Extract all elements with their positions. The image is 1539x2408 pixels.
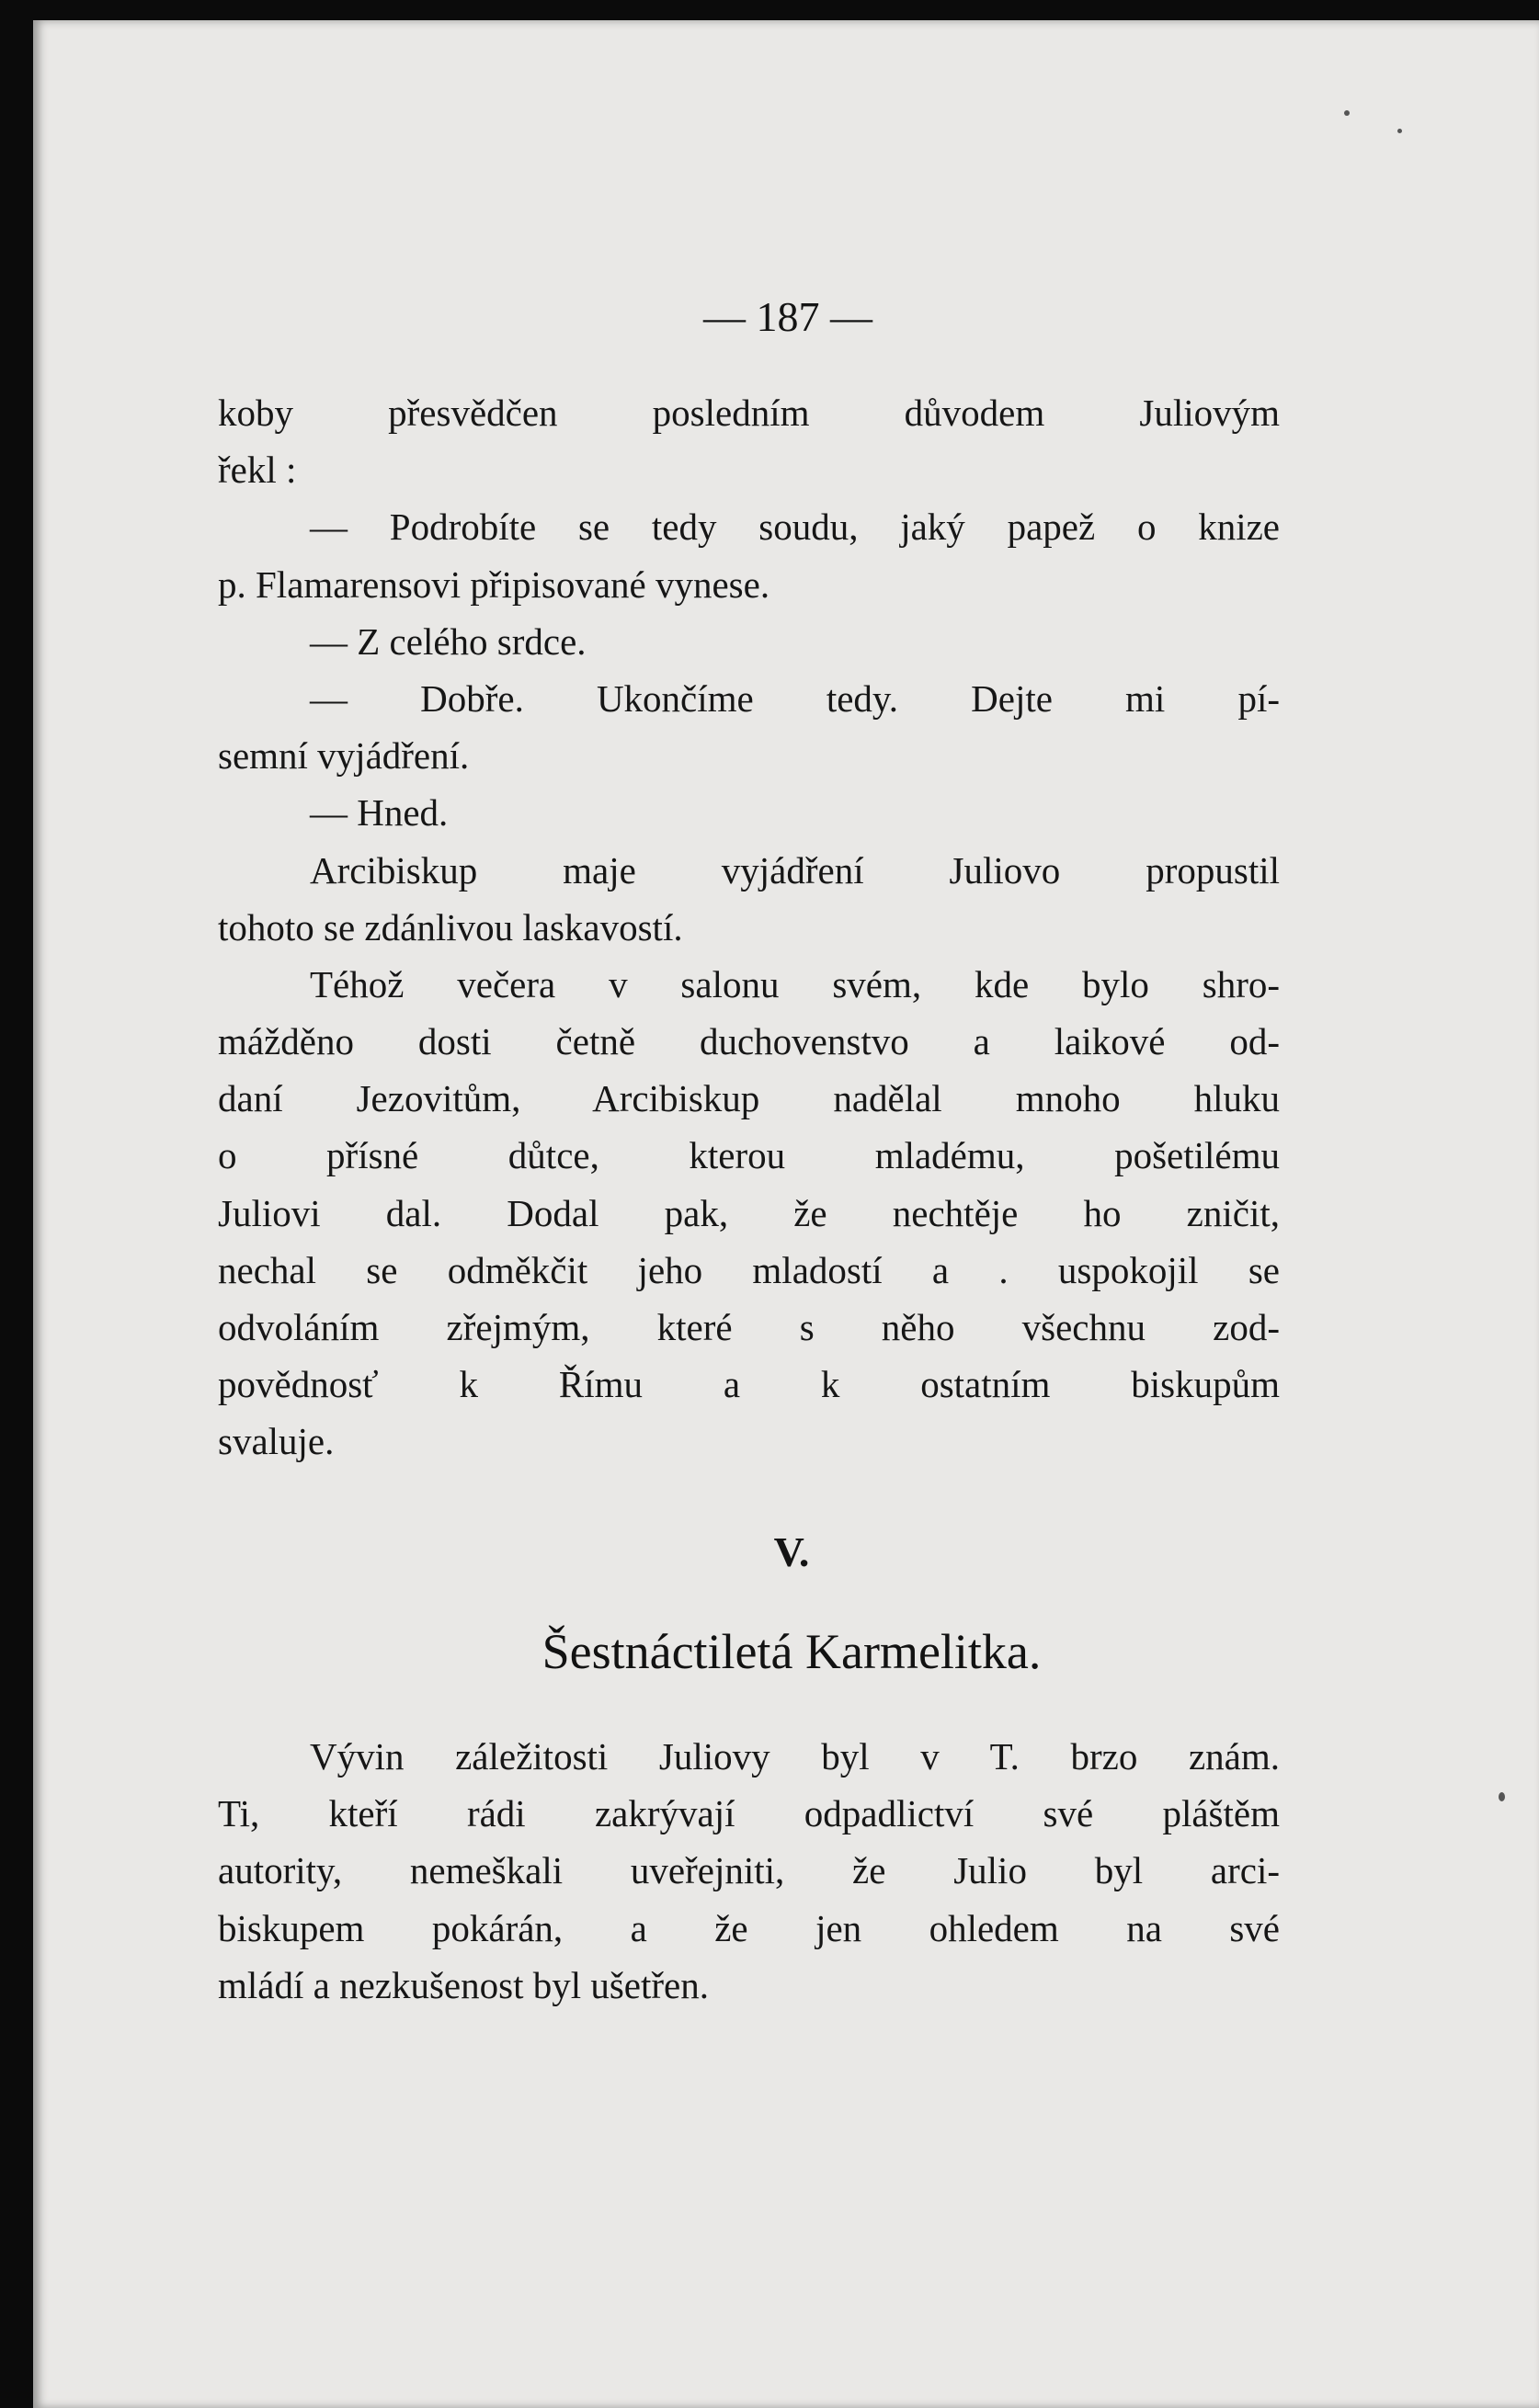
text-line: tohoto se zdánlivou laskavostí. xyxy=(218,905,683,948)
text-line: nechal se odměkčit jeho mladostí a . uspokojil se xyxy=(218,1248,1280,1291)
text-line: koby přesvědčen posledním důvodem Juliovým xyxy=(218,392,1280,434)
text-line: mážděno dosti četně duchovenstvo a laikové od- xyxy=(218,1020,1280,1063)
text-line: — Dobře. Ukončíme tedy. Dejte mi pí- xyxy=(310,676,1280,720)
chapter-title: Šestnáctiletá Karmelitka. xyxy=(542,1624,1042,1679)
text-line: p. Flamarensovi připisované vynese. xyxy=(218,562,770,606)
text-line: — Z celého srdce. xyxy=(310,619,587,663)
text-line: biskupem pokárán, a že jen ohledem na své xyxy=(218,1906,1280,1949)
text-line: Arcibiskup maje vyjádření Juliovo propustil xyxy=(310,848,1280,892)
chapter-number: V. xyxy=(773,1528,810,1575)
text-line: o přísné důtce, kterou mladému, pošetilému xyxy=(218,1134,1280,1177)
text-line: — Hned. xyxy=(310,791,449,835)
chapter-text xyxy=(218,1728,1280,2014)
text-line: daní Jezovitům, Arcibiskup nadělal mnoho hluku xyxy=(218,1077,1280,1120)
text-line: mládí a nezkušenost byl ušetřen. xyxy=(218,1963,710,2006)
paper-speck xyxy=(1344,110,1350,116)
text-line: Vývin záležitosti Juliovy byl v T. brzo znám. xyxy=(310,1735,1280,1778)
paper-speck xyxy=(1499,1792,1505,1801)
body-text xyxy=(218,384,1280,1471)
text-line: autority, nemeškali uveřejniti, že Julio byl arci- xyxy=(218,1849,1280,1892)
text-line: Ti, kteří rádi zakrývají odpadlictví své pláštěm xyxy=(218,1792,1280,1835)
text-line: povědnosť k Římu a k ostatním biskupům xyxy=(218,1363,1280,1406)
paper-speck xyxy=(1397,129,1402,133)
text-line: Juliovi dal. Dodal pak, že nechtěje ho zničit, xyxy=(218,1191,1280,1234)
text-line: semní vyjádření. xyxy=(218,734,470,778)
text-line: řekl : xyxy=(218,449,297,492)
text-line: — Podrobíte se tedy soudu, jaký papež o knize xyxy=(310,505,1280,549)
text-line: odvoláním zřejmým, které s něho všechnu zod- xyxy=(218,1306,1280,1348)
text-line: svaluje. xyxy=(218,1420,335,1463)
text-line: Téhož večera v salonu svém, kde bylo shro- xyxy=(310,962,1280,1005)
page-number: — 187 — xyxy=(703,293,872,340)
